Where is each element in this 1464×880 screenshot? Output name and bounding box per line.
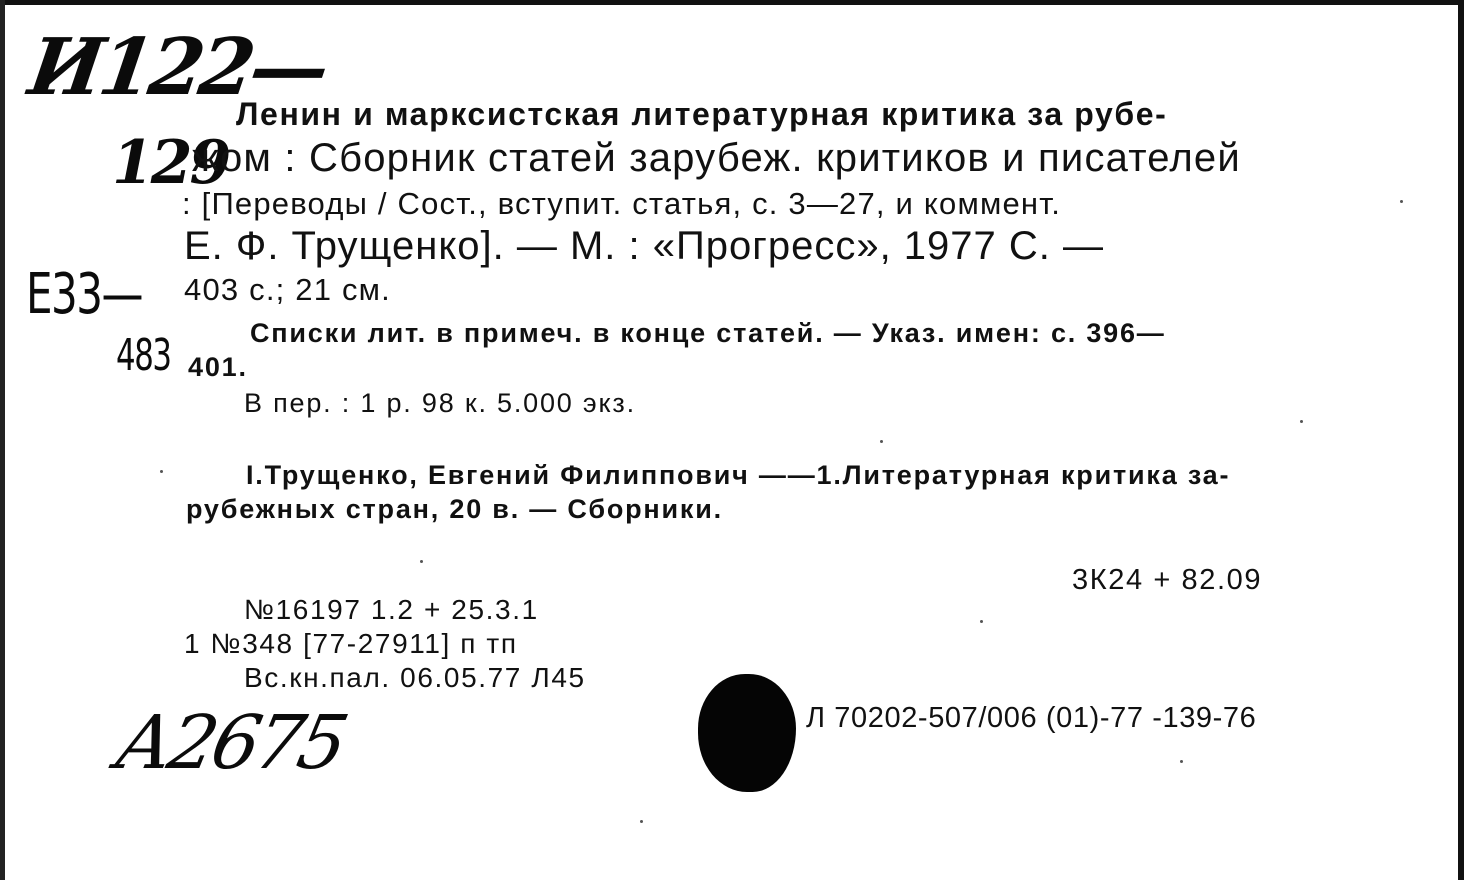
card-left-edge [0, 0, 5, 880]
tracings-line-1: I.Трущенко, Евгений Филиппович ——1.Литературная критика за- [246, 460, 1231, 490]
ink-blot [698, 674, 796, 792]
notes-price: В пер. : 1 р. 98 к. 5.000 экз. [244, 388, 636, 418]
entry-imprint-line-4: Е. Ф. Трущенко]. — М. : «Прогресс», 1977 С. — [184, 224, 1104, 268]
classification-index: 3К24 + 82.09 [1072, 564, 1263, 596]
scan-speck [880, 440, 883, 443]
chamber-registration-line-2: 1 №348 [77-27911] п тп [184, 628, 518, 659]
handwritten-inventory-number: А2675 [108, 700, 352, 786]
scan-speck [1400, 200, 1403, 203]
scan-speck [420, 560, 423, 563]
scan-speck [160, 470, 163, 473]
scan-speck [980, 620, 983, 623]
handwritten-call-number: И122— [23, 22, 331, 113]
entry-title-line-2: жом : Сборник статей зарубеж. критиков и писателей [192, 136, 1241, 180]
entry-title-line-1: Ленин и марксистская литературная критика за рубе- [236, 96, 1168, 132]
scan-speck [640, 820, 643, 823]
handwritten-shelf-mark-sub: 483 [116, 330, 171, 381]
notes-bibliography-cont: 401. [188, 352, 248, 382]
entry-imprint-line-3: : [Переводы / Сост., вступит. статья, с. 3—27, и коммент. [182, 186, 1062, 221]
scan-speck [1300, 420, 1303, 423]
handwritten-shelf-mark: Е33— [26, 262, 142, 327]
card-number: Л 70202-507/006 (01)-77 -139-76 [806, 702, 1257, 734]
chamber-registration-line-1: №16197 1.2 + 25.3.1 [244, 594, 539, 625]
chamber-registration-line-3: Вс.кн.пал. 06.05.77 Л45 [244, 662, 586, 693]
handwritten-call-number-second: 129 [112, 128, 229, 198]
card-top-edge [0, 0, 1464, 5]
card-right-edge [1458, 0, 1464, 880]
entry-physical-description: 403 с.; 21 см. [184, 272, 391, 307]
scan-speck [1180, 760, 1183, 763]
tracings-line-2: рубежных стран, 20 в. — Сборники. [186, 494, 723, 524]
notes-bibliography: Списки лит. в примеч. в конце статей. — Указ. имен: с. 396— [250, 318, 1166, 348]
